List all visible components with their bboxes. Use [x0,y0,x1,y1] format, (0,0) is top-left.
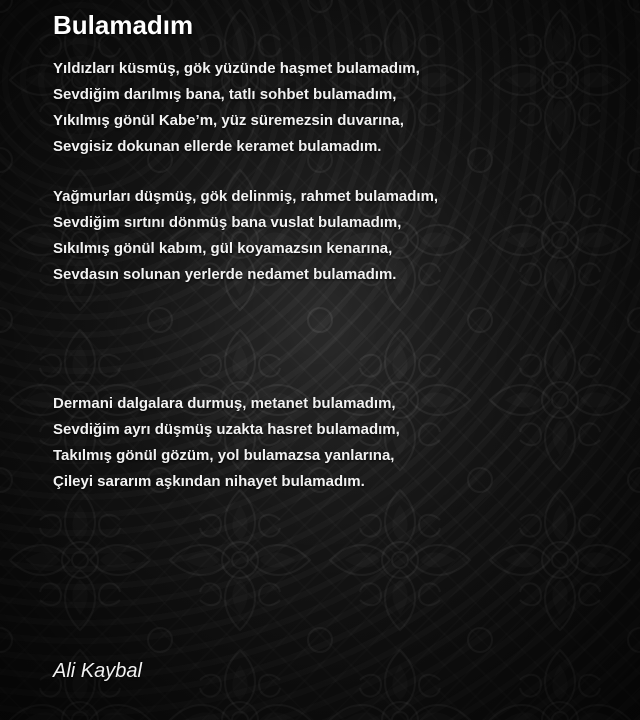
poem-line: Sevdiğim ayrı düşmüş uzakta hasret bulamadım, [53,421,400,438]
poem-line: Takılmış gönül gözüm, yol bulamazsa yanlarına, [53,447,395,464]
poem-title: Bulamadım [53,10,194,40]
poem-line: Sevdiğim darılmış bana, tatlı sohbet bulamadım, [53,86,397,103]
poem-line: Çileyi sararım aşkından nihayet bulamadım. [53,473,365,490]
poem-line: Yıkılmış gönül Kabe’m, yüz süremezsin duvarına, [53,112,404,129]
poem-stanza-2 [53,184,640,288]
poem-stanza-3 [53,391,640,495]
poem-line: Yıldızları küsmüş, gök yüzünde haşmet bulamadım, [53,60,420,77]
poem-line: Yağmurları düşmüş, gök delinmiş, rahmet bulamadım, [53,188,439,205]
poem-line: Sevgisiz dokunan ellerde keramet bulamadım. [53,138,382,155]
poem-line: Dermani dalgalara durmuş, metanet bulamadım, [53,395,396,412]
poem-stanza-1 [53,56,640,160]
poem-line: Sıkılmış gönül kabım, gül koyamazsın kenarına, [53,240,393,257]
poem-author: Ali Kaybal [53,660,142,682]
poem-line: Sevdasın solunan yerlerde nedamet bulamadım. [53,266,397,283]
poem-line: Sevdiğim sırtını dönmüş bana vuslat bulamadım, [53,214,402,231]
